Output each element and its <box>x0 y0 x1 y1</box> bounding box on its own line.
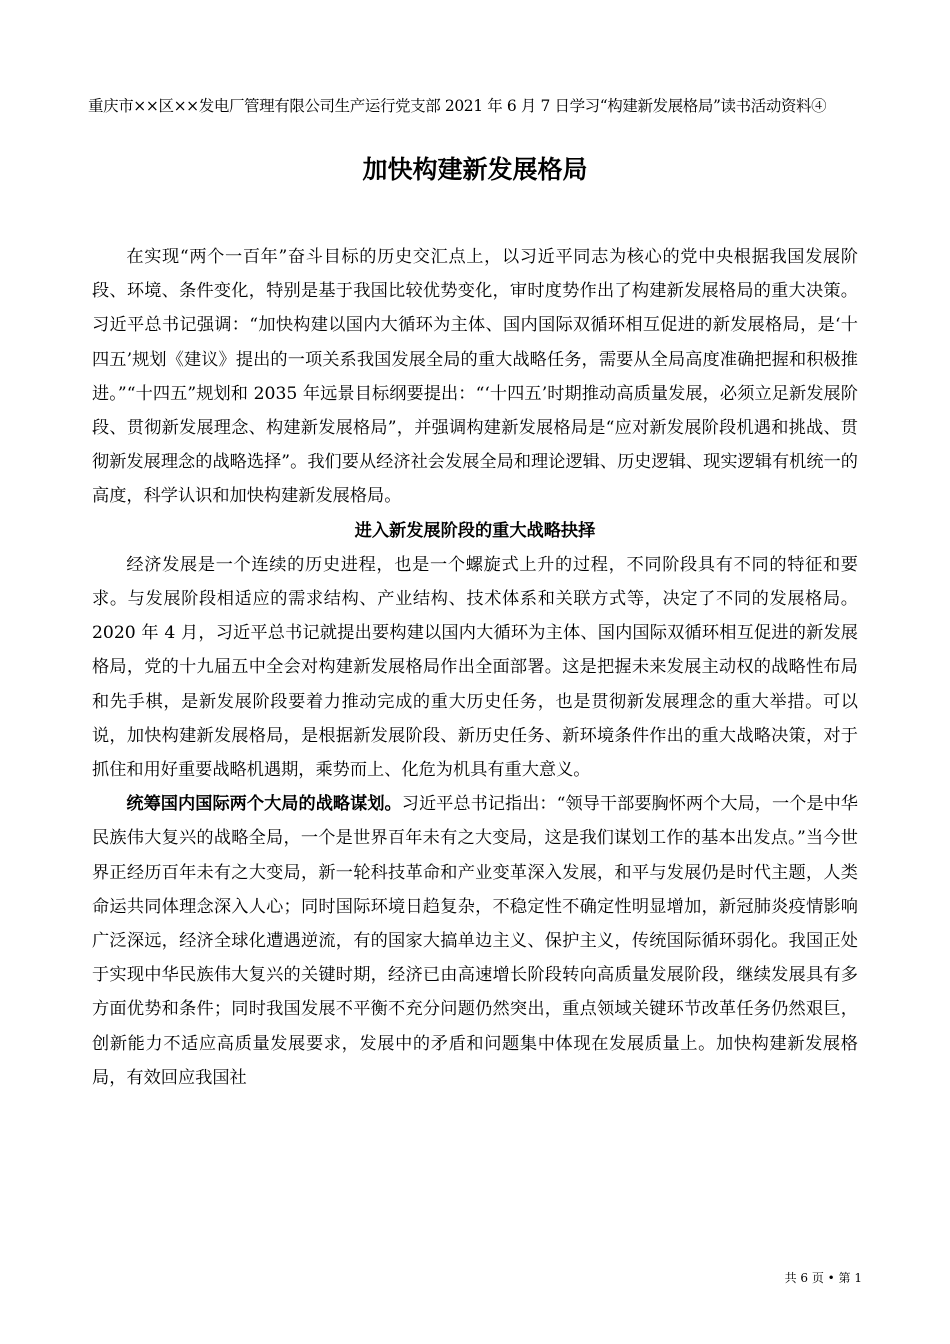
section-paragraph: 经济发展是一个连续的历史进程，也是一个螺旋式上升的过程，不同阶段具有不同的特征和要求。与发展阶段相适应的需求结构、产业结构、技术体系和关联方式等，决定了不同的发展格局。2020 年 4 月，习近平总书记就提出要构建以国内大循环为主体、国内国际双循环相互促进的新发展格局，党的十九届五中全会对构建新发展格局作出全面部署。这是把握未来发展主动权的战略性布局和先手棋，是新发展阶段要着力推动完成的重大历史任务，也是贯彻新发展理念的重大举措。可以说，加快构建新发展格局，是根据新发展阶段、新历史任务、新环境条件作出的重大战略决策，对于抓住和用好重要战略机遇期，乘势而上、化危为机具有重大意义。 <box>92 554 858 781</box>
section-paragraph-strategy <box>92 787 858 1095</box>
document-header: 重庆市××区××发电厂管理有限公司生产运行党支部 2021 年 6 月 7 日学习“构建新发展格局”读书活动资料④ <box>88 97 827 115</box>
section-heading: 进入新发展阶段的重大战略抉择 <box>354 520 596 541</box>
page-footer: 共 6 页 • 第 1 <box>784 1271 862 1285</box>
document-title: 加快构建新发展格局 <box>362 155 588 184</box>
document-body <box>92 240 858 1095</box>
paragraph-body-text: 习近平总书记指出：“领导干部要胸怀两个大局，一个是中华民族伟大复兴的战略全局，一个是世界百年未有之大变局，这是我们谋划工作的基本出发点。”当今世界正经历百年未有之大变局，新一轮科技革命和产业变革深入发展，和平与发展仍是时代主题，人类命运共同体理念深入人心；同时国际环境日趋复杂，不稳定性不确定性明显增加，新冠肺炎疫情影响广泛深远，经济全球化遭遇逆流，有的国家大搞单边主义、保护主义，传统国际循环弱化。我国正处于实现中华民族伟大复兴的关键时期，经济已由高速增长阶段转向高质量发展阶段，继续发展具有多方面优势和条件；同时我国发展不平衡不充分问题仍然突出，重点领域关键环节改革任务仍然艰巨，创新能力不适应高质量发展要求，发展中的矛盾和问题集中体现在发展质量上。加快构建新发展格局，有效回应我国社 <box>92 794 858 1088</box>
paragraph-lead-phrase: 统筹国内国际两个大局的战略谋划。 <box>126 794 402 815</box>
intro-paragraph: 在实现“两个一百年”奋斗目标的历史交汇点上，以习近平同志为核心的党中央根据我国发展阶段、环境、条件变化，特别是基于我国比较优势变化，审时度势作出了构建新发展格局的重大决策。习近平总书记强调：“加快构建以国内大循环为主体、国内国际双循环相互促进的新发展格局，是‘十四五’规划《建议》提出的一项关系我国发展全局的重大战略任务，需要从全局高度准确把握和积极推进。”“十四五”规划和 2035 年远景目标纲要提出：“‘十四五’时期推动高质量发展，必须立足新发展阶段、贯彻新发展理念、构建新发展格局”，并强调构建新发展格局是“应对新发展阶段机遇和挑战、贯彻新发展理念的战略选择”。我们要从经济社会发展全局和理论逻辑、历史逻辑、现实逻辑有机统一的高度，科学认识和加快构建新发展格局。 <box>92 247 858 507</box>
